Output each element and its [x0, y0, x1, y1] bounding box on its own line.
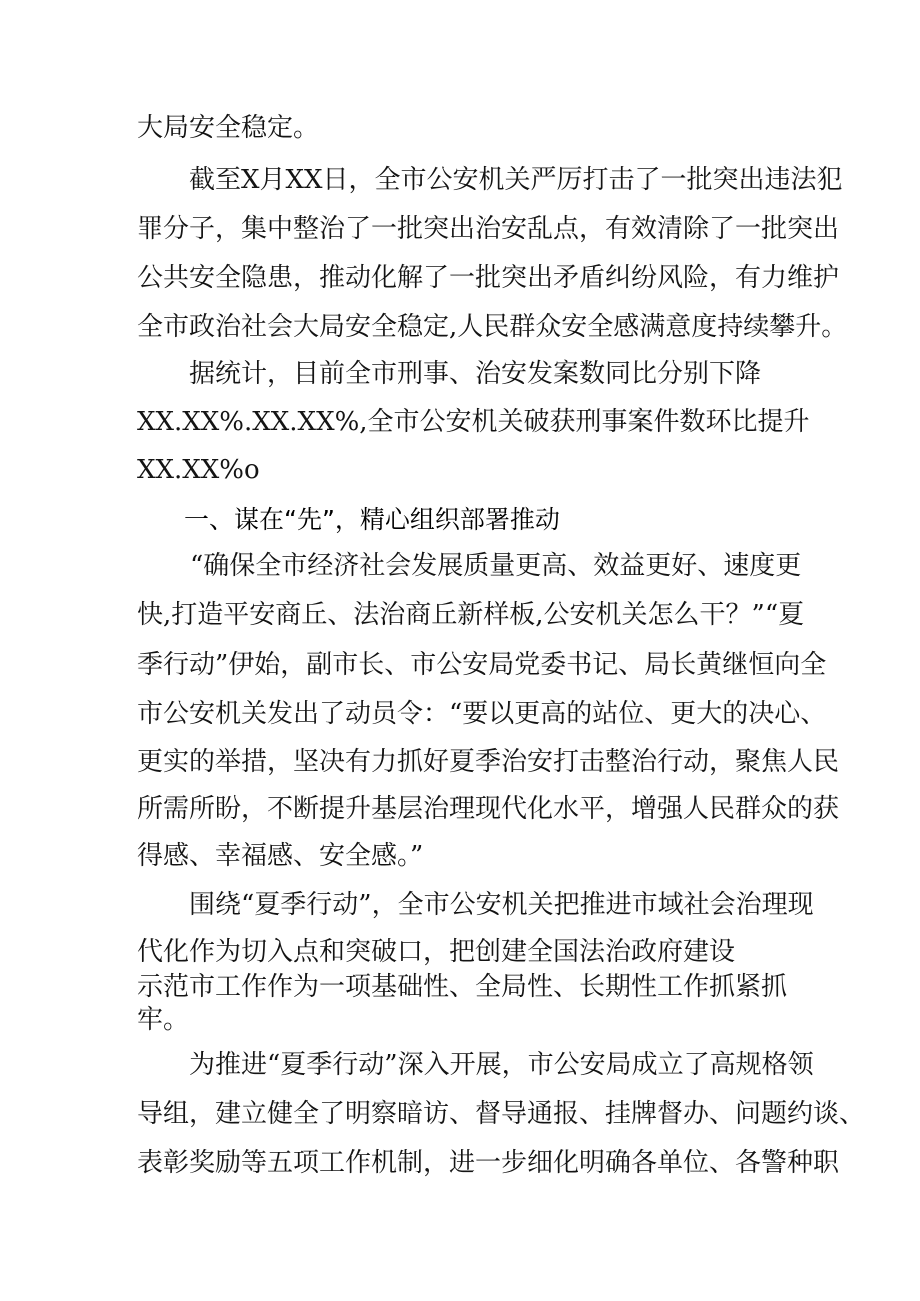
text-line: 罪分子，集中整治了一批突出治安乱点，有效清除了一批突出 — [137, 214, 840, 244]
paragraph-first-line: 围绕“夏季行动”，全市公安机关把推进市域社会治理现 — [189, 890, 814, 920]
text-line: 全市政治社会大局安全稳定,人民群众安全感满意度持续攀升。 — [137, 312, 848, 342]
text-line: XX.XX%.XX.XX%,全市公安机关破获刑事案件数环比提升 — [137, 407, 810, 437]
text-line: 表彰奖励等五项工作机制，进一步细化明确各单位、各警种职 — [137, 1148, 840, 1178]
text-line: 季行动”伊始，副市长、市公安局党委书记、局长黄继恒向全 — [137, 650, 827, 680]
text-line: 公共安全隐患，推动化解了一批突出矛盾纠纷风险，有力维护 — [137, 263, 840, 293]
text-line: 所需所盼，不断提升基层治理现代化水平，增强人民群众的获 — [137, 794, 840, 824]
paragraph-first-line: 据统计，目前全市刑事、治安发案数同比分别下降 — [189, 359, 762, 389]
text-line: 快,打造平安商丘、法治商丘新样板,公安机关怎么干？”“夏 — [137, 600, 805, 630]
text-line: XX.XX%o — [137, 455, 260, 485]
section-heading: 一、谋在“先”，精心组织部署推动 — [184, 505, 560, 534]
text-line: 示范市工作作为一项基础性、全局性、长期性工作抓紧抓 — [137, 972, 788, 1002]
text-line: 导组，建立健全了明察暗访、督导通报、挂牌督办、问题约谈、 — [137, 1099, 866, 1129]
text-line: 代化作为切入点和突破口，把创建全国法治政府建设 — [137, 937, 736, 967]
text-line: 牢。 — [137, 1005, 190, 1035]
text-line: 大局安全稳定。 — [137, 113, 320, 143]
paragraph-first-line: “确保全市经济社会发展质量更高、效益更好、速度更 — [190, 551, 802, 581]
paragraph-first-line: 截至X月XX日，全市公安机关严厉打击了一批突出违法犯 — [189, 165, 843, 195]
text-line: 市公安机关发出了动员令：“要以更高的站位、更大的决心、 — [137, 699, 827, 729]
text-line: 更实的举措，坚决有力抓好夏季治安打击整治行动，聚焦人民 — [137, 747, 840, 777]
paragraph-first-line: 为推进“夏季行动”深入开展，市公安局成立了高规格领 — [189, 1050, 814, 1080]
text-line: 得感、幸福感、安全感。” — [137, 841, 424, 871]
